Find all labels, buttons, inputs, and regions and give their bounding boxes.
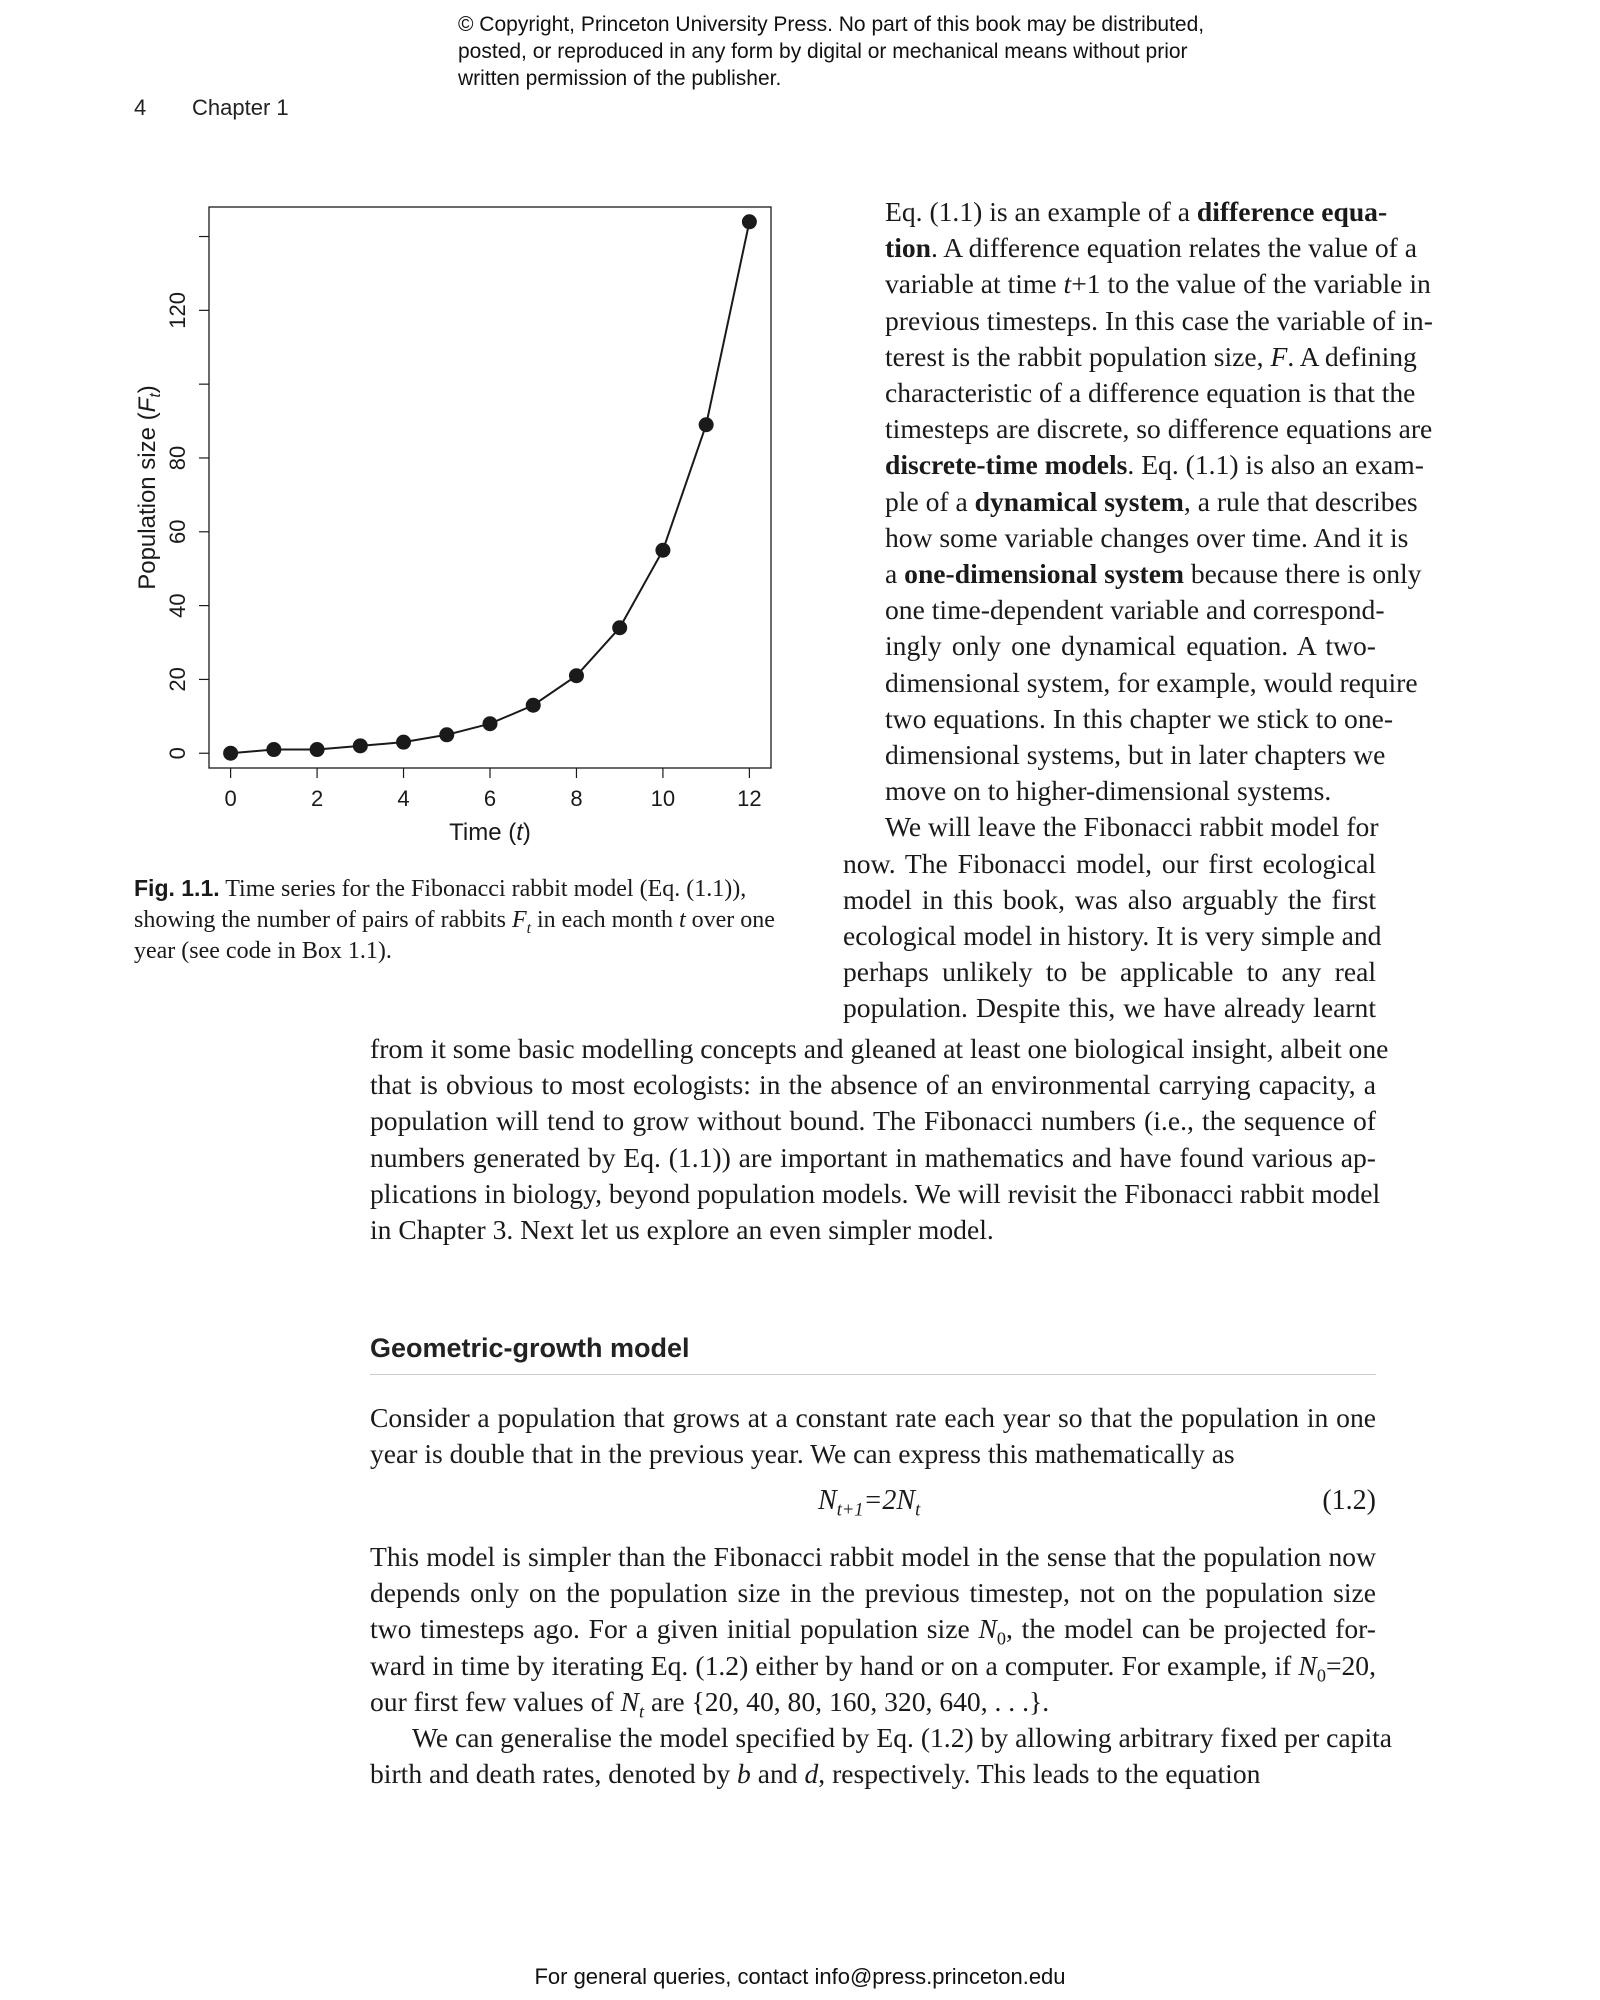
paragraph-lines [370,1031,1389,1248]
figure-label: Fig. 1.1. [134,875,220,901]
plot-frame [209,207,771,768]
data-point [396,735,411,750]
x-tick-label: 6 [483,786,497,811]
equation-number: (1.2) [1322,1485,1376,1516]
data-point [526,698,541,713]
data-point [266,742,281,757]
text-line: ingly only one dynamical equation. A two- [885,630,1376,662]
text-line: discrete-time models. Eq. (1.1) is also an exam- [885,449,1424,481]
page-number: 4 [134,95,147,120]
data-point [742,214,757,229]
text-line: two equations. In this chapter we stick to one- [885,702,1394,734]
text-line: This model is simpler than the Fibonacci rabbit model in the sense that the population now [370,1541,1376,1572]
data-point [655,543,670,558]
chapter-label: Chapter 1 [192,95,289,120]
y-tick-label: 0 [165,747,190,760]
text-line: ecological model in history. It is very simple and [843,920,1382,952]
text-line: dimensional systems, but in later chapters we [885,739,1386,771]
paragraph-difference-equation [843,194,1433,809]
text-line: previous timesteps. In this case the variable of in- [885,304,1433,336]
text-line: depends only on the population size in the previous timestep, not on the population size [370,1577,1376,1609]
y-tick-label: 60 [165,519,190,545]
text-line: We can generalise the model specified by Eq. (1.2) by allowing arbitrary fixed per capita [412,1722,1393,1753]
text-line: perhaps unlikely to be applicable to any real [843,956,1376,988]
paragraph-simpler-model [370,1539,1376,1720]
y-tick-label: 20 [165,667,190,692]
data-point [439,727,454,742]
text-line: Eq. (1.1) is an example of a difference equa- [885,196,1388,227]
data-point [483,716,498,731]
figure-caption [134,873,794,967]
paragraph-geometric-intro [370,1400,1376,1472]
text-line: in Chapter 3. Next let us explore an even simpler model. [370,1214,994,1246]
text-line: year is double that in the previous year. We can express this mathematically as [370,1438,1235,1470]
text-line: ple of a dynamical system, a rule that describes [885,485,1418,517]
text-line: terest is the rabbit population size, F. A defining [885,340,1417,372]
data-point [353,738,368,753]
text-line: characteristic of a difference equation is that the [885,377,1416,409]
text-line: tion. A difference equation relates the value of a [885,232,1418,264]
x-tick-label: 2 [310,786,324,811]
y-axis-label: Population size $(F_t)$ [134,385,164,590]
x-tick-label: 4 [397,786,410,811]
text-line: that is obvious to most ecologists: in the absence of an environmental carrying capacity, a [370,1069,1376,1101]
running-head [134,95,289,121]
text-line: a one-dimensional system because there is only [885,558,1422,590]
text-line: two timesteps ago. For a given initial population size $N_0$, the model can be projected for- [370,1613,1376,1649]
text-line: model in this book, was also arguably the first [843,883,1376,915]
x-tick-label: 10 [650,786,676,811]
copyright-notice: © Copyright, Princeton University Press. No part of this book may be distributed, posted, or reproduced in any form by digital or mechanical means without prior written permission of the publisher. [458,13,1205,90]
x-tick-label: 12 [737,786,762,811]
equation-body: $N_{t+1}=2N_t$ [818,1485,921,1520]
figure-caption-text: Time series for the Fibonacci rabbit model (Eq. (1.1)), showing the number of pairs of rabbits $F_t$ in each month t over one year (see code in Box 1.1). [134,876,775,964]
text-line: Consider a population that grows at a constant rate each year so that the population in one [370,1402,1376,1433]
y-tick-label: 40 [165,593,190,618]
paragraph-lines [843,194,1433,809]
right-column-text [843,194,1433,1027]
data-point [699,417,714,432]
section-heading: Geometric-growth model [370,1333,1376,1375]
paragraph-generalise [370,1720,1393,1792]
paragraph-fibonacci-start [843,809,1382,1026]
text-line: ward in time by iterating Eq. (1.2) either by hand or on a computer. For example, if $N_0=20$, [370,1649,1376,1686]
text-line: We will leave the Fibonacci rabbit model for [885,811,1379,843]
data-point [310,742,325,757]
text-line: from it some basic modelling concepts and gleaned at least one biological insight, albeit one [370,1033,1389,1064]
text-line: population will tend to grow without bound. The Fibonacci numbers (i.e., the sequence of [370,1105,1376,1137]
series-line [231,222,750,753]
paragraph-lines [370,1720,1393,1792]
x-axis-label: Time (t) [449,819,531,846]
paragraph-lines [370,1400,1376,1472]
y-tick-label: 80 [165,445,190,471]
figure-1-1-chart [125,195,785,855]
data-point [569,668,584,683]
text-line: population. Despite this, we have already learnt [843,992,1376,1024]
paragraph-fibonacci-continued [370,1031,1389,1248]
text-line: variable at time t+1 to the value of the variable in [885,268,1431,300]
x-tick-label: 8 [570,786,583,811]
footer-contact: For general queries, contact info@press.princeton.edu [534,1964,1066,1989]
text-line: our first few values of $N_t$ are {20, 40, 80, 160, 320, 640, . . .}. [370,1685,1050,1722]
text-line: now. The Fibonacci model, our first ecological [843,847,1376,879]
chart-svg [125,195,785,855]
text-line: dimensional system, for example, would require [885,666,1418,698]
text-line: one time-dependent variable and correspond- [885,594,1385,626]
y-tick-label: 120 [165,291,190,329]
text-line: birth and death rates, denoted by b and d, respectively. This leads to the equation [370,1758,1261,1790]
data-point [612,620,627,635]
text-line: move on to higher-dimensional systems. [885,775,1332,807]
data-point [223,746,238,761]
equation-1-2 [370,1485,1376,1525]
paragraph-lines [370,1539,1376,1720]
paragraph-lines [843,809,1382,1026]
x-tick-label: 0 [224,786,237,811]
text-line: plications in biology, beyond population models. We will revisit the Fibonacci rabbit model [370,1177,1381,1209]
text-line: timesteps are discrete, so difference equations are [885,413,1433,445]
text-line: numbers generated by Eq. (1.1)) are important in mathematics and have found various ap- [370,1141,1376,1173]
text-line: how some variable changes over time. And it is [885,521,1409,553]
